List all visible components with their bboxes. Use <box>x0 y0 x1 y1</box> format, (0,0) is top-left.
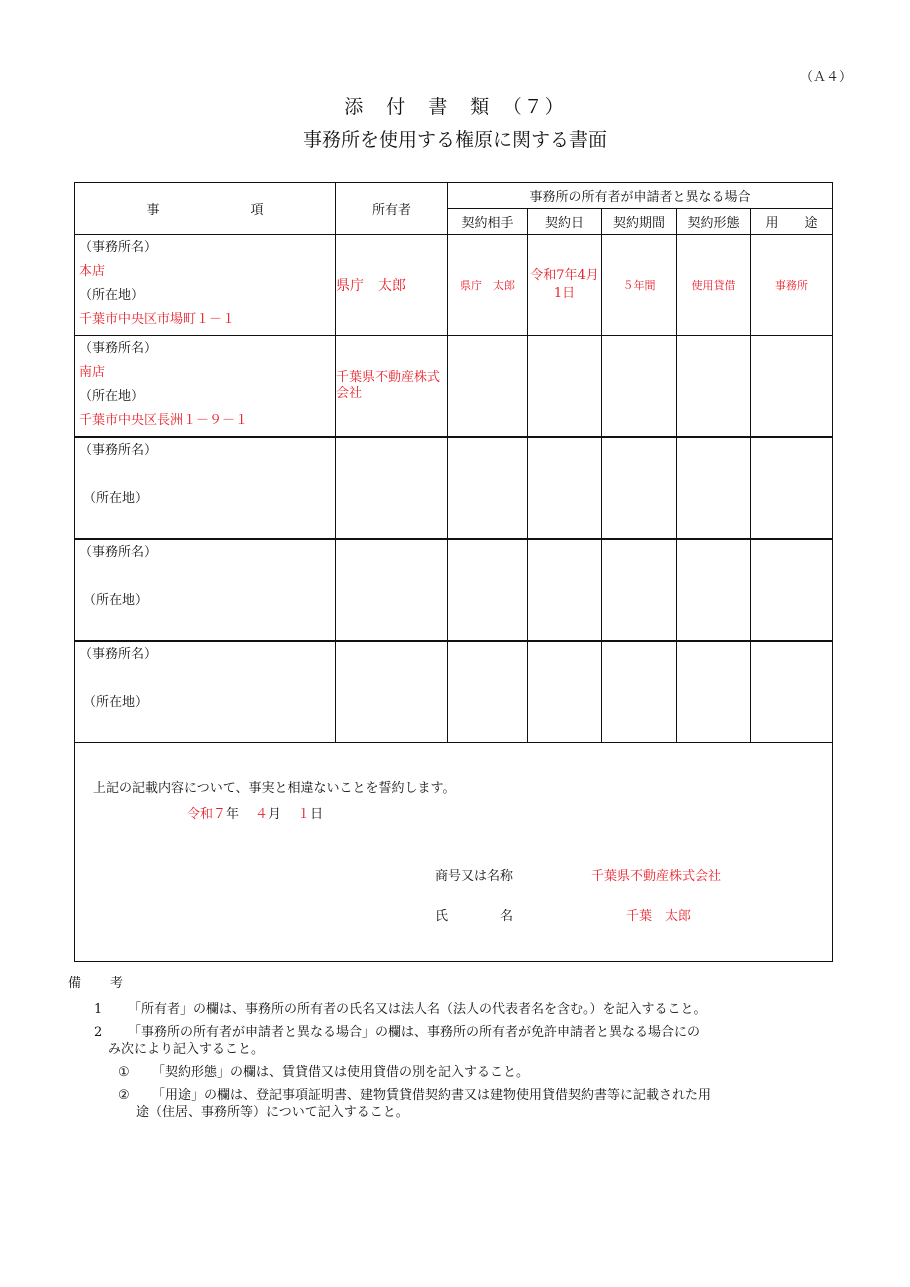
header-owner: 所有者 <box>336 183 448 235</box>
date-day[interactable]: １ <box>297 807 311 822</box>
header-use: 用 途 <box>751 209 833 235</box>
location-value[interactable] <box>79 512 331 536</box>
office-rights-table <box>74 182 833 962</box>
table-row <box>75 235 833 336</box>
use-cell[interactable] <box>751 641 833 743</box>
header-contract-type: 契約形態 <box>677 209 751 235</box>
contract-period-cell[interactable] <box>602 539 677 641</box>
name-label: 氏 名 <box>435 909 514 924</box>
contract-period-cell[interactable] <box>602 336 677 438</box>
contract-date-cell[interactable] <box>528 437 602 539</box>
location-label: （所在地） <box>83 695 149 710</box>
owner-cell[interactable] <box>336 437 448 539</box>
remark-sub-text: 「契約形態」の欄は、賃貸借又は使用貸借の別を記入すること。 <box>152 1065 530 1080</box>
contract-type-cell[interactable] <box>677 539 751 641</box>
date-year-unit: 年 <box>226 807 240 822</box>
remark-subitem <box>68 1064 838 1081</box>
use-cell[interactable]: 事務所 <box>751 235 833 336</box>
remarks-heading: 備 考 <box>68 976 132 991</box>
name-value[interactable]: 千葉 太郎 <box>626 909 692 924</box>
location-value[interactable] <box>79 716 331 740</box>
header-contract-date: 契約日 <box>528 209 602 235</box>
contract-party-cell[interactable] <box>448 641 528 743</box>
paper-size-label: （Ａ４） <box>799 70 852 85</box>
remark-number: 2 <box>94 1025 103 1040</box>
location-value[interactable]: 千葉市中央区市場町１－１ <box>79 312 236 327</box>
office-name-label: （事務所名） <box>79 341 158 356</box>
header-contract-period: 契約期間 <box>602 209 677 235</box>
office-name-label: （事務所名） <box>79 647 158 662</box>
contract-date-cell[interactable]: 令和7年4月1日 <box>528 235 602 336</box>
item-cell <box>75 235 336 336</box>
contract-period-cell[interactable]: ５年間 <box>602 235 677 336</box>
remark-sub-number: ① <box>118 1065 130 1080</box>
office-name-value[interactable] <box>79 668 331 692</box>
contract-party-cell[interactable] <box>448 539 528 641</box>
owner-cell[interactable]: 県庁 太郎 <box>336 235 448 336</box>
header-different-owner: 事務所の所有者が申請者と異なる場合 <box>448 183 833 209</box>
oath-statement: 上記の記載内容について、事実と相違ないことを誓約します。 <box>93 781 456 796</box>
remark-item <box>68 1001 838 1018</box>
contract-type-cell[interactable] <box>677 437 751 539</box>
business-name-value[interactable]: 千葉県不動産株式会社 <box>591 869 722 884</box>
remark-item <box>68 1024 838 1058</box>
location-value[interactable] <box>79 614 331 638</box>
contract-party-cell[interactable] <box>448 336 528 438</box>
header-contract-party: 契約相手 <box>448 209 528 235</box>
contract-date-cell[interactable] <box>528 641 602 743</box>
office-name-label: （事務所名） <box>79 240 158 255</box>
remarks-section <box>68 972 838 1127</box>
business-name-label: 商号又は名称 <box>435 869 514 884</box>
oath-date <box>187 803 323 822</box>
office-name-value[interactable] <box>79 566 331 590</box>
contract-period-cell[interactable] <box>602 641 677 743</box>
contract-type-cell[interactable] <box>677 336 751 438</box>
remark-text-continued: み次により記入すること。 <box>108 1042 265 1057</box>
use-cell[interactable] <box>751 539 833 641</box>
contract-date-cell[interactable] <box>528 336 602 438</box>
header-item: 事 項 <box>75 183 336 235</box>
date-month[interactable]: ４ <box>255 807 269 822</box>
use-cell[interactable] <box>751 437 833 539</box>
office-name-value[interactable]: 本店 <box>79 264 106 279</box>
item-cell <box>75 641 336 743</box>
contract-period-cell[interactable] <box>602 437 677 539</box>
location-label: （所在地） <box>79 288 145 303</box>
oath-section <box>75 743 833 962</box>
remark-sub-text-continued: 途（住居、事務所等）について記入すること。 <box>136 1105 409 1120</box>
contract-type-cell[interactable]: 使用貸借 <box>677 235 751 336</box>
use-cell[interactable] <box>751 336 833 438</box>
contract-type-cell[interactable] <box>677 641 751 743</box>
remark-text: 「所有者」の欄は、事務所の所有者の氏名又は法人名（法人の代表者名を含む。）を記入すること。 <box>128 1002 707 1017</box>
contract-party-cell[interactable] <box>448 437 528 539</box>
table-row <box>75 336 833 438</box>
remark-sub-text: 「用途」の欄は、登記事項証明書、建物賃貸借契約書又は建物使用貸借契約書等に記載された用 <box>152 1088 712 1103</box>
table-row <box>75 437 833 539</box>
office-name-label: （事務所名） <box>79 545 158 560</box>
table-row <box>75 641 833 743</box>
contract-date-cell[interactable] <box>528 539 602 641</box>
location-label: （所在地） <box>83 593 149 608</box>
item-cell <box>75 539 336 641</box>
owner-cell[interactable]: 千葉県不動産株式会社 <box>336 336 448 438</box>
date-day-unit: 日 <box>310 807 324 822</box>
item-cell <box>75 336 336 438</box>
contract-party-cell[interactable]: 県庁 太郎 <box>448 235 528 336</box>
location-label: （所在地） <box>83 491 149 506</box>
remark-subitem <box>68 1087 838 1121</box>
office-name-value[interactable]: 南店 <box>79 365 106 380</box>
remark-sub-number: ② <box>118 1088 130 1103</box>
document-title: 添 付 書 類 （７） <box>344 96 566 118</box>
date-era[interactable]: 令和７ <box>187 807 227 822</box>
location-value[interactable]: 千葉市中央区長洲１－９－１ <box>79 413 249 428</box>
remark-number: 1 <box>94 1002 103 1017</box>
document-subtitle: 事務所を使用する権原に関する書面 <box>302 129 607 151</box>
remark-text: 「事務所の所有者が申請者と異なる場合」の欄は、事務所の所有者が免許申請者と異なる場合にの <box>128 1025 701 1040</box>
office-name-label: （事務所名） <box>79 443 158 458</box>
item-cell <box>75 437 336 539</box>
location-label: （所在地） <box>79 389 145 404</box>
office-name-value[interactable] <box>79 464 331 488</box>
table-row <box>75 539 833 641</box>
owner-cell[interactable] <box>336 539 448 641</box>
owner-cell[interactable] <box>336 641 448 743</box>
date-month-unit: 月 <box>268 807 282 822</box>
